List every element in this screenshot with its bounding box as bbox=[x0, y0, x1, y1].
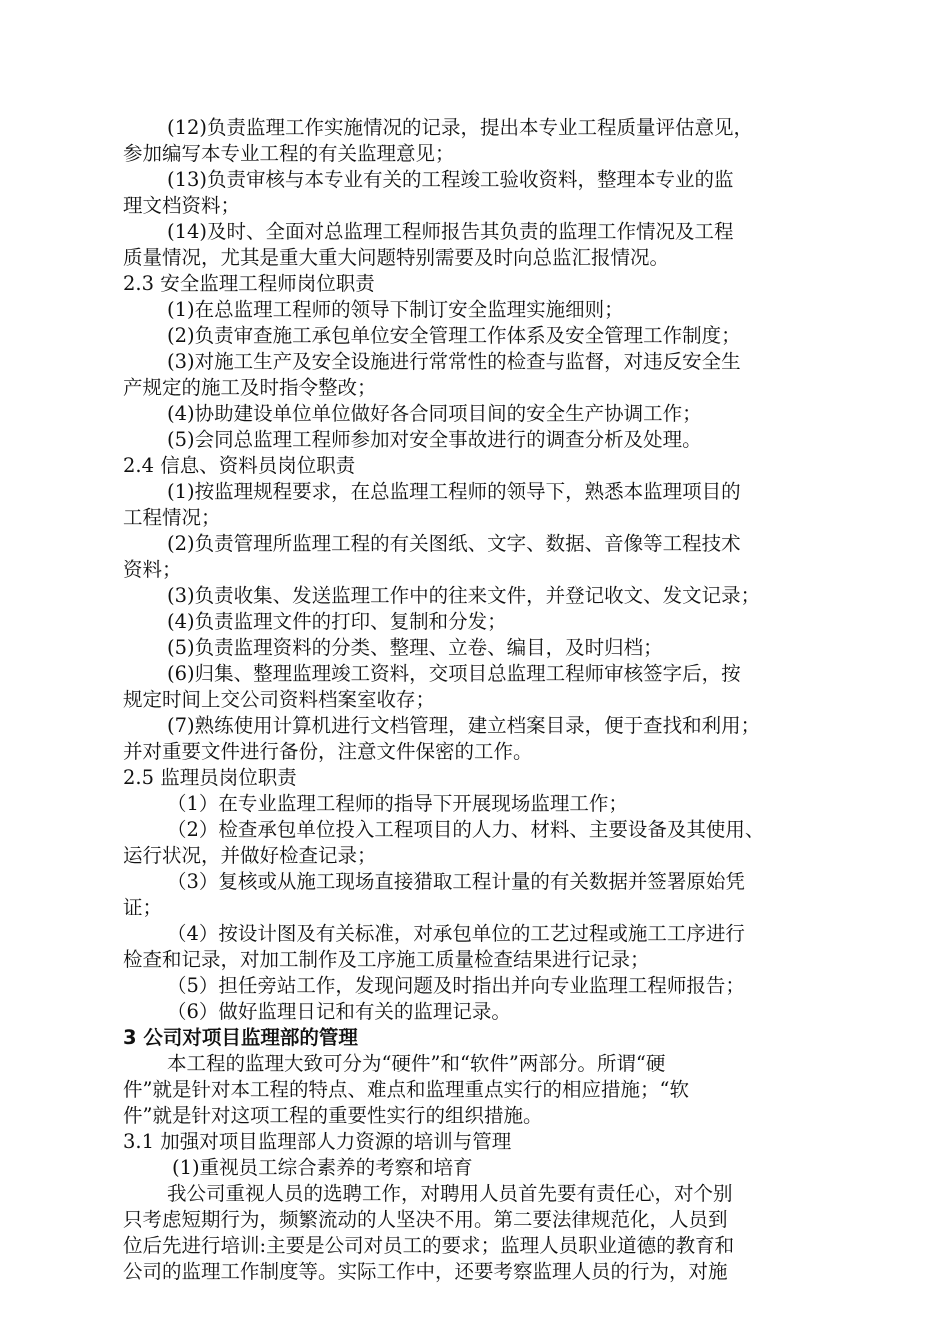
text-line: (1)重视员工综合素养的考察和培育 bbox=[172, 1156, 473, 1179]
text-line: （4）按设计图及有关标准，对承包单位的工艺过程或施工工序进行 bbox=[167, 922, 745, 945]
text-line: 件”就是针对本工程的特点、难点和监理重点实行的相应措施；“软 bbox=[123, 1078, 689, 1101]
text-line: 只考虑短期行为，频繁流动的人坚决不用。第二要法律规范化，人员到 bbox=[123, 1208, 728, 1231]
text-line: (5)负责监理资料的分类、整理、立卷、编目，及时归档； bbox=[167, 636, 663, 659]
text-line: 本工程的监理大致可分为“硬件”和“软件”两部分。所谓“硬 bbox=[167, 1052, 666, 1075]
text-line: (13)负责审核与本专业有关的工程竣工验收资料，整理本专业的监 bbox=[167, 168, 734, 191]
text-line: 工程情况； bbox=[123, 506, 221, 529]
text-line: (2)负责审查施工承包单位安全管理工作体系及安全管理工作制度； bbox=[167, 324, 741, 347]
text-line: (4)负责监理文件的打印、复制和分发； bbox=[167, 610, 507, 633]
text-line: 规定时间上交公司资料档案室收存； bbox=[123, 688, 436, 711]
text-line: 理文档资料； bbox=[123, 194, 241, 217]
text-line: 位后先进行培训:主要是公司对员工的要求；监理人员职业道德的教育和 bbox=[123, 1234, 735, 1257]
text-line: 资料； bbox=[123, 558, 182, 581]
text-line: 并对重要文件进行备份，注意文件保密的工作。 bbox=[123, 740, 533, 763]
text-line: (7)熟练使用计算机进行文档管理，建立档案目录，便于查找和利用； bbox=[167, 714, 761, 737]
text-line: (12)负责监理工作实施情况的记录，提出本专业工程质量评估意见， bbox=[167, 116, 754, 139]
section-heading: 2.3 安全监理工程师岗位职责 bbox=[123, 272, 375, 295]
text-line: 检查和记录，对加工制作及工序施工质量检查结果进行记录； bbox=[123, 948, 650, 971]
text-line: (3)负责收集、发送监理工作中的往来文件，并登记收文、发文记录； bbox=[167, 584, 761, 607]
text-line: (6)归集、整理监理竣工资料，交项目总监理工程师审核签字后，按 bbox=[167, 662, 741, 685]
text-line: （5）担任旁站工作，发现问题及时指出并向专业监理工程师报告； bbox=[167, 974, 745, 997]
text-line: (5)会同总监理工程师参加对安全事故进行的调查分析及处理。 bbox=[167, 428, 702, 451]
chapter-heading: 3 公司对项目监理部的管理 bbox=[123, 1026, 358, 1049]
text-line: 我公司重视人员的选聘工作，对聘用人员首先要有责任心，对个别 bbox=[167, 1182, 733, 1205]
text-line: (2)负责管理所监理工程的有关图纸、文字、数据、音像等工程技术 bbox=[167, 532, 741, 555]
text-line: (3)对施工生产及安全设施进行常常性的检查与监督，对违反安全生 bbox=[167, 350, 741, 373]
section-heading: 2.5 监理员岗位职责 bbox=[123, 766, 297, 789]
text-line: 证； bbox=[123, 896, 163, 919]
text-line: (1)按监理规程要求，在总监理工程师的领导下，熟悉本监理项目的 bbox=[167, 480, 741, 503]
text-line: 质量情况，尤其是重大重大问题特别需要及时向总监汇报情况。 bbox=[123, 246, 670, 269]
text-line: 产规定的施工及时指令整改； bbox=[123, 376, 377, 399]
text-line: 公司的监理工作制度等。实际工作中，还要考察监理人员的行为，对施 bbox=[123, 1260, 728, 1283]
text-line: （1）在专业监理工程师的指导下开展现场监理工作； bbox=[167, 792, 628, 815]
text-line: (14)及时、全面对总监理工程师报告其负责的监理工作情况及工程 bbox=[167, 220, 734, 243]
text-line: 参加编写本专业工程的有关监理意见； bbox=[123, 142, 455, 165]
text-line: 运行状况，并做好检查记录； bbox=[123, 844, 377, 867]
section-heading: 3.1 加强对项目监理部人力资源的培训与管理 bbox=[123, 1130, 512, 1153]
text-line: （6）做好监理日记和有关的监理记录。 bbox=[167, 1000, 511, 1023]
section-heading: 2.4 信息、资料员岗位职责 bbox=[123, 454, 356, 477]
text-line: (1)在总监理工程师的领导下制订安全监理实施细则； bbox=[167, 298, 624, 321]
text-line: 件”就是针对这项工程的重要性实行的组织措施。 bbox=[123, 1104, 543, 1127]
text-line: （3）复核或从施工现场直接猎取工程计量的有关数据并签署原始凭 bbox=[167, 870, 745, 893]
text-line: （2）检查承包单位投入工程项目的人力、材料、主要设备及其使用、 bbox=[167, 818, 765, 841]
text-line: (4)协助建设单位单位做好各合同项目间的安全生产协调工作； bbox=[167, 402, 702, 425]
